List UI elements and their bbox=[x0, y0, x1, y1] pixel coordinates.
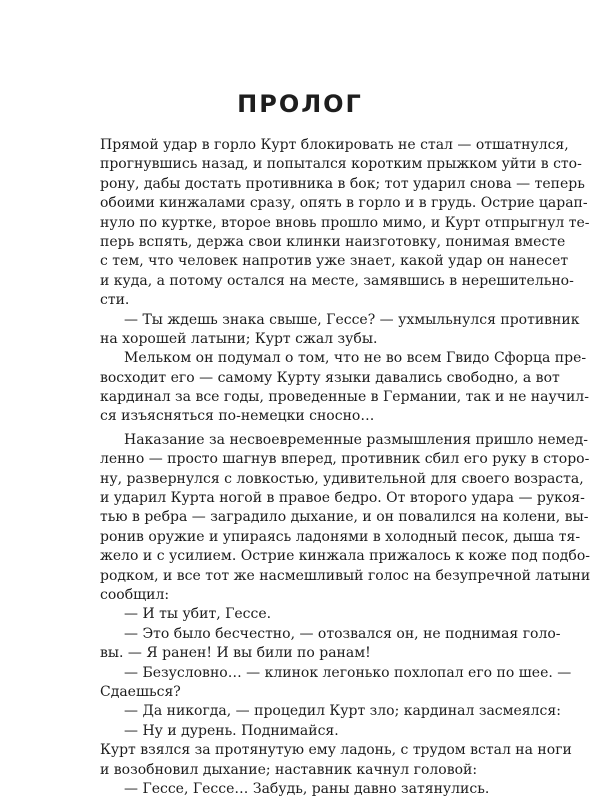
text-line: — Безусловно… — клинок легонько похлопал его по шее. — bbox=[124, 664, 572, 681]
text-line: рону, дабы достать противника в бок; тот ударил снова — теперь bbox=[100, 175, 585, 192]
text-line: ся изъясняться по-немецки сносно… bbox=[100, 408, 375, 425]
paragraph bbox=[100, 311, 580, 350]
text-line: обоими кинжалами сразу, опять в горло и в грудь. Острие царап- bbox=[100, 195, 588, 212]
text-line: Мельком он подумал о том, что не во всем Гвидо Сфорца пре- bbox=[124, 350, 587, 367]
text-line: прогнувшись назад, и попытался коротким прыжком уйти в сто- bbox=[100, 156, 582, 173]
text-line: восходит его — самому Курту языки давались свободно, а вот bbox=[100, 369, 560, 386]
text-line: жело и с усилием. Острие кинжала прижалось к коже под подбо- bbox=[100, 548, 591, 565]
text-line: — И ты убит, Гессе. bbox=[124, 606, 272, 623]
paragraph bbox=[100, 431, 591, 606]
text-line: на хорошей латыни; Курт сжал зубы. bbox=[100, 330, 378, 347]
text-line: тью в ребра — заградило дыхание, и он повалился на колени, вы- bbox=[100, 509, 589, 526]
text-line: ленно — просто шагнув вперед, противник сбил его руку в сторо- bbox=[100, 451, 590, 468]
text-line: Наказание за несвоевременные размышления пришло немед- bbox=[124, 431, 589, 448]
paragraph bbox=[100, 605, 502, 624]
text-line: нуло по куртке, второе вновь прошло мимо, и Курт отпрыгнул те- bbox=[100, 214, 590, 231]
paragraph bbox=[100, 722, 502, 741]
text-line: вы. — Я ранен! И вы били по ранам! bbox=[100, 645, 371, 662]
paragraph bbox=[100, 741, 572, 780]
text-line: Курт взялся за протянутую ему ладонь, с трудом встал на ноги bbox=[100, 742, 572, 759]
text-line: и возобновил дыхание; наставник качнул головой: bbox=[100, 761, 478, 778]
text-line: — Это было бесчестно, — отозвался он, не поднимая голо- bbox=[124, 625, 561, 642]
text-line: сообщил: bbox=[100, 586, 170, 603]
text-line: кардинал за все годы, проведенные в Германии, так и не научил- bbox=[100, 389, 589, 406]
text-line: — Гессе, Гессе… Забудь, раны давно затянулись. bbox=[124, 780, 490, 797]
text-line: Прямой удар в горло Курт блокировать не стал — отшатнулся, bbox=[100, 137, 569, 153]
text-line: ну, развернулся с ловкостью, удивительной для своего возраста, bbox=[100, 470, 584, 487]
text-line: — Да никогда, — процедил Курт зло; кардинал засмеялся: bbox=[124, 703, 561, 720]
paragraph bbox=[100, 136, 590, 311]
text-line: и ударил Курта ногой в правое бедро. От второго удара — рукоя- bbox=[100, 490, 585, 507]
paragraph bbox=[100, 349, 589, 427]
paragraph bbox=[100, 702, 561, 721]
paragraph bbox=[100, 664, 572, 703]
text-line: и куда, а потому остался на месте, замявшись в нерешительно- bbox=[100, 272, 574, 289]
text-line: Сдаешься? bbox=[100, 683, 181, 700]
text-line: ронив оружие и упираясь ладонями в холодный песок, дыша тя- bbox=[100, 528, 581, 545]
chapter-title: ПРОЛОГ bbox=[237, 90, 363, 118]
text-line: — Ну и дурень. Поднимайся. bbox=[124, 722, 339, 739]
text-line: — Ты ждешь знака свыше, Гессе? — ухмыльнулся противник bbox=[124, 311, 580, 328]
text-line: родком, и все тот же насмешливый голос на безупречной латыни bbox=[100, 567, 591, 584]
text-line: с тем, что человек напротив уже знает, какой удар он нанесет bbox=[100, 253, 569, 270]
paragraph bbox=[100, 625, 561, 664]
paragraph bbox=[100, 780, 502, 799]
text-line: сти. bbox=[100, 292, 130, 309]
text-line: перь вспять, держа свои клинки наизготовку, понимая вместе bbox=[100, 233, 566, 250]
chapter-text bbox=[100, 136, 591, 799]
